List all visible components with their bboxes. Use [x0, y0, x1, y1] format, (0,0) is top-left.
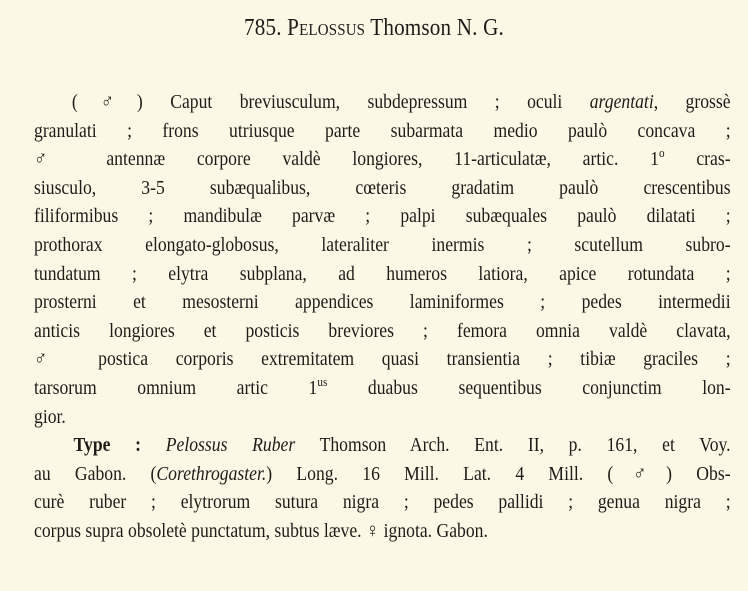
description-line: filiformibus ; mandibulæ parvæ ; palpi subæquales paulò dilatati ; [34, 205, 731, 228]
type-note-line: corpus supra obsoletè punctatum, subtus læve. ♀ ignota. Gabon. [34, 519, 488, 542]
description-line: tarsorum omnium artic $1^{us}$ duabus sequentibus conjunctim lon- [34, 374, 731, 399]
genus-author: Thomson N. G. [370, 15, 504, 41]
entry-heading [45, 10, 703, 46]
type-note-line: au Gabon. (Corethrogaster.) Long. 16 Mill. Lat. 4 Mill. (♂) Obs- [34, 462, 731, 485]
description-line: anticis longiores et posticis breviores ; femora omnia valdè clavata, [34, 319, 731, 342]
description-line: siusculo, 3-5 subæqualibus, cœteris gradatim paulò crescentibus [34, 176, 731, 199]
description-line: granulati ; frons utriusque parte subarmata medio paulò concava ; [34, 119, 731, 142]
description-line: prosterni et mesosterni appendices laminiformes ; pedes intermedii [34, 291, 731, 314]
description-line: (♂) Caput breviusculum, subdepressum ; oculi argentati, grossè [71, 91, 731, 113]
emphasis-term: argentati [589, 91, 654, 113]
description-line: prothorax elongato-globosus, lateraliter inermis ; scutellum subro- [34, 233, 731, 256]
entry-number: 785. [244, 15, 282, 41]
synonym-name: Corethrogaster. [156, 462, 267, 485]
description-line: ♂ antennæ corpore valdè longiores, 11-articulatæ, artic. 1$^o$ cras- [34, 145, 731, 171]
genus-name: Pelossus [287, 15, 366, 41]
type-species: Pelossus Ruber [165, 434, 296, 457]
description-line: tundatum ; elytra subplana, ad humeros latiora, apice rotundata ; [34, 262, 731, 285]
entry-body [34, 88, 746, 546]
type-label: Type : [73, 434, 142, 457]
description-line: ♂ postica corporis extremitatem quasi transientia ; tibiæ graciles ; [34, 348, 731, 371]
description-line: gior. [34, 405, 66, 428]
type-note-line: Type : Pelossus Ruber Thomson Arch. Ent. II, p. 161, et Voy. [73, 434, 731, 457]
type-note-line: curè ruber ; elytrorum sutura nigra ; pedes pallidi ; genua nigra ; [34, 491, 731, 514]
